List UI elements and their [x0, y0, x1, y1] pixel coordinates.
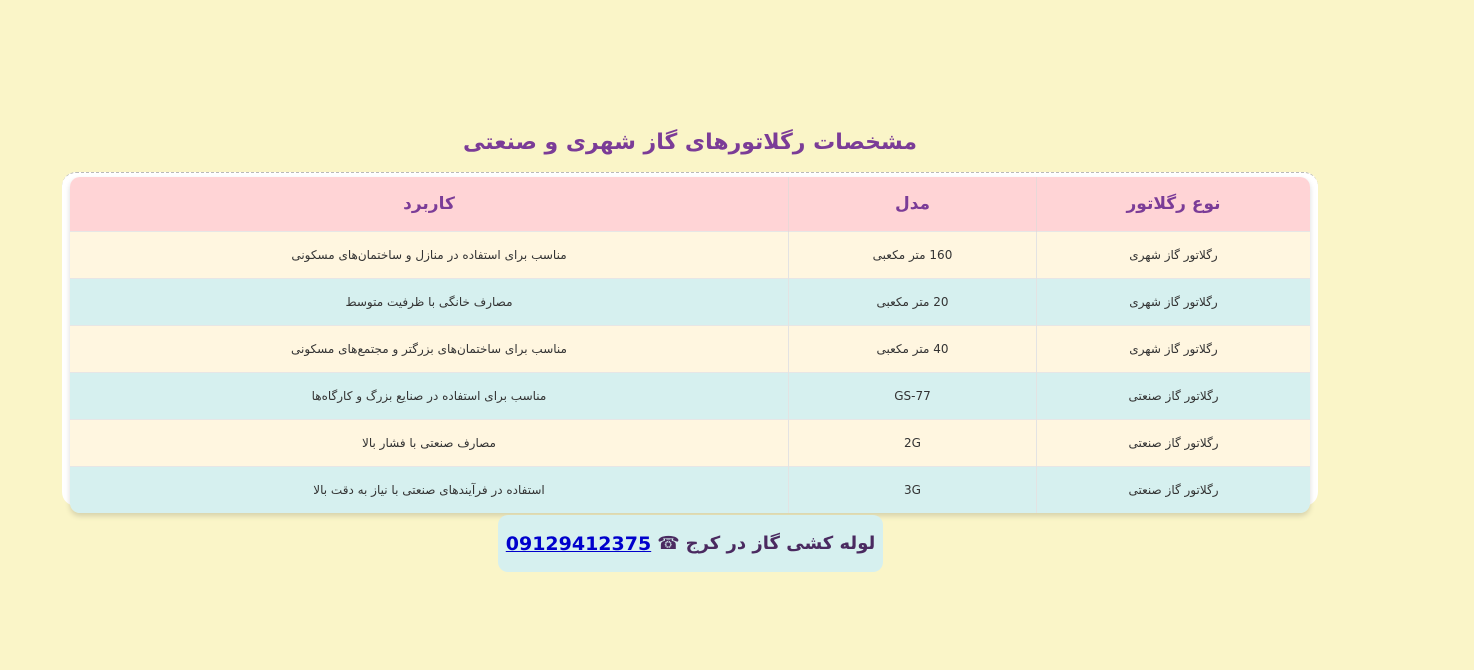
- page-title: مشخصات رگلاتورهای گاز شهری و صنعتی: [462, 130, 918, 155]
- contact-label: لوله کشی گاز در کرج: [685, 533, 876, 554]
- cell-model: 2G: [789, 420, 1037, 467]
- regulator-table: [70, 177, 1310, 513]
- table-row: [70, 467, 1310, 514]
- table-row: [70, 420, 1310, 467]
- table-row: [70, 232, 1310, 279]
- cell-model: 160 متر مکعبی: [789, 232, 1037, 279]
- cell-type: رگلاتور گاز شهری: [1037, 232, 1311, 279]
- table-row: [70, 373, 1310, 420]
- cell-model: 20 متر مکعبی: [789, 279, 1037, 326]
- cell-usage: استفاده در فرآیندهای صنعتی با نیاز به دقت بالا: [70, 467, 789, 514]
- header-type: نوع رگلاتور: [1037, 177, 1311, 232]
- phone-icon: ☎: [657, 533, 680, 554]
- cell-type: رگلاتور گاز صنعتی: [1037, 373, 1311, 420]
- cell-usage: مصارف صنعتی با فشار بالا: [70, 420, 789, 467]
- contact-box: [498, 515, 883, 572]
- cell-model: GS-77: [789, 373, 1037, 420]
- cell-type: رگلاتور گاز صنعتی: [1037, 420, 1311, 467]
- header-model: مدل: [789, 177, 1037, 232]
- table-card: [62, 172, 1318, 506]
- cell-usage: مصارف خانگی با ظرفیت متوسط: [70, 279, 789, 326]
- phone-link[interactable]: 09129412375: [505, 532, 652, 555]
- table-container: [70, 177, 1310, 513]
- header-usage: کاربرد: [70, 177, 789, 232]
- cell-type: رگلاتور گاز شهری: [1037, 326, 1311, 373]
- cell-model: 40 متر مکعبی: [789, 326, 1037, 373]
- table-header-row: [70, 177, 1310, 232]
- cell-type: رگلاتور گاز صنعتی: [1037, 467, 1311, 514]
- cell-type: رگلاتور گاز شهری: [1037, 279, 1311, 326]
- cell-usage: مناسب برای ساختمان‌های بزرگتر و مجتمع‌های مسکونی: [70, 326, 789, 373]
- table-row: [70, 279, 1310, 326]
- table-row: [70, 326, 1310, 373]
- cell-usage: مناسب برای استفاده در منازل و ساختمان‌های مسکونی: [70, 232, 789, 279]
- cell-model: 3G: [789, 467, 1037, 514]
- cell-usage: مناسب برای استفاده در صنایع بزرگ و کارگاه‌ها: [70, 373, 789, 420]
